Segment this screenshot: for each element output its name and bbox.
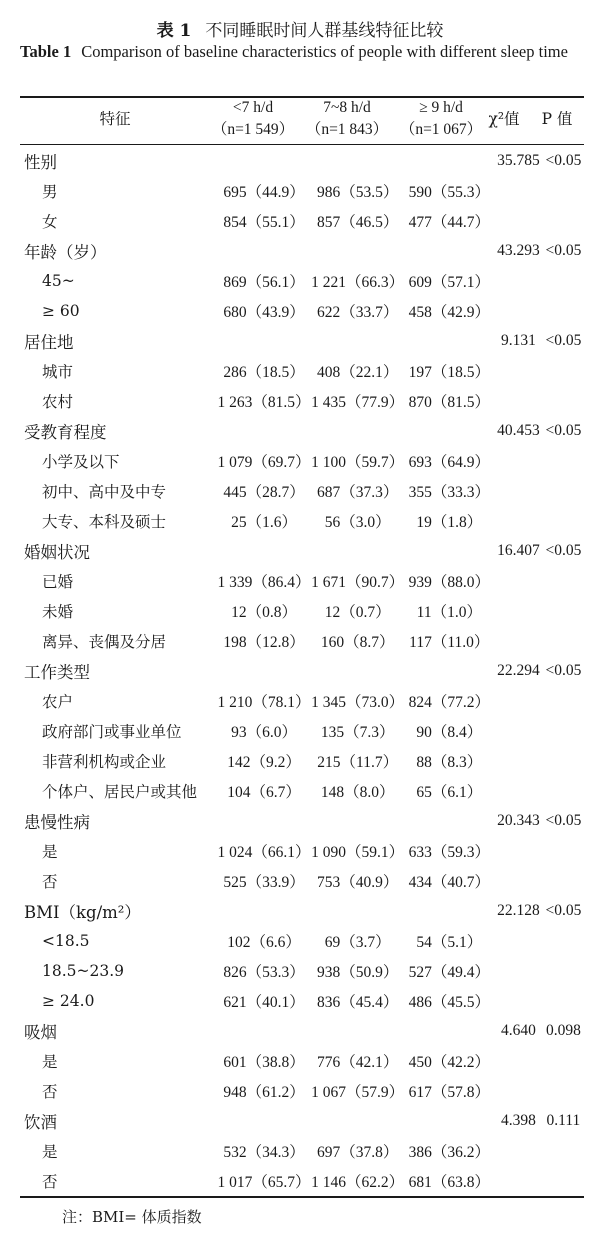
value-lt7 [217,896,311,926]
data-table [20,146,584,1196]
chi-square-value: 35.785 [497,152,540,169]
value-lt7: 601（38.8） [223,1054,305,1071]
chi-square-value: 22.128 [497,902,540,919]
table-row [20,296,584,326]
value-7to8: 622（33.7） [316,304,399,321]
value-7to8 [311,806,405,836]
p-value: <0.05 [545,332,582,349]
chi-square-value: 40.453 [497,422,540,439]
value-lt7 [217,416,311,446]
value-lt7: 286（18.5） [223,364,305,381]
p-value: 0.111 [546,1112,581,1129]
category-row [20,146,584,176]
p-value [543,566,584,596]
p-value: <0.05 [545,812,582,829]
table-row [20,176,584,206]
p-value [543,626,584,656]
p-value [543,1136,584,1166]
chi-square-value: 4.640 [501,1022,536,1039]
row-label: ≥ 24.0 [42,992,95,1010]
p-value [543,206,584,236]
value-7to8: 1 345（73.0） [311,694,405,711]
value-lt7: 826（53.3） [223,964,305,981]
value-ge9: 90（8.4） [416,724,483,741]
row-label: ≥ 60 [42,302,80,320]
chi-square-value [494,356,543,386]
row-label: 受教育程度 [24,423,107,442]
p-value [543,866,584,896]
chi-square-value [494,956,543,986]
table-title-en [20,40,585,64]
value-lt7: 680（43.9） [223,304,305,321]
row-label: 18.5~23.9 [42,962,125,980]
value-ge9: 633（59.3） [408,844,490,861]
header-chi-square: χ²值 [488,110,520,128]
p-value [543,716,584,746]
value-lt7: 104（6.7） [227,784,301,801]
value-ge9 [405,896,495,926]
value-7to8 [311,536,405,566]
value-lt7: 1 210（78.1） [217,694,311,711]
header-group-2-name: 7~8 h/d [323,99,371,116]
table-row [20,686,584,716]
value-7to8: 56（3.0） [324,514,391,531]
value-ge9 [405,236,495,266]
chi-square-value [494,296,543,326]
value-lt7: 93（6.0） [231,724,297,741]
value-7to8: 1 435（77.9） [311,394,405,411]
row-label: 性别 [24,153,57,172]
value-ge9: 824（77.2） [408,694,490,711]
value-7to8: 687（37.3） [316,484,399,501]
value-lt7 [217,236,311,266]
value-ge9: 609（57.1） [408,274,490,291]
value-7to8: 1 100（59.7） [311,454,405,471]
value-7to8 [311,656,405,686]
header-feature: 特征 [99,110,131,128]
value-lt7: 1 079（69.7） [217,454,311,471]
chi-square-value [494,776,543,806]
chi-square-value [494,686,543,716]
value-ge9: 617（57.8） [408,1084,490,1101]
chi-square-value [494,986,543,1016]
value-ge9: 450（42.2） [408,1054,490,1071]
value-ge9: 939（88.0） [408,574,490,591]
value-lt7 [217,806,311,836]
row-label: 是 [42,1053,58,1071]
row-label: 城市 [42,363,74,381]
row-label: 婚姻状况 [24,543,90,562]
row-label: 年龄（岁） [24,243,107,262]
p-value: <0.05 [545,242,582,259]
value-7to8: 697（37.8） [316,1144,399,1161]
p-value [543,296,584,326]
row-label: 工作类型 [24,663,90,682]
value-ge9 [405,656,495,686]
row-label: 政府部门或事业单位 [42,723,182,741]
chi-square-value: 43.293 [497,242,540,259]
table-row [20,776,584,806]
chi-square-value: 20.343 [497,812,540,829]
row-label: 已婚 [42,573,74,591]
value-lt7: 695（44.9） [223,184,305,201]
value-ge9: 88（8.3） [416,754,483,771]
value-ge9: 197（18.5） [408,364,490,381]
row-label: BMI（kg/m²） [24,903,141,922]
value-7to8 [311,326,405,356]
row-label: 男 [42,183,58,201]
value-ge9: 65（6.1） [416,784,483,801]
chi-square-value [494,176,543,206]
p-value: <0.05 [545,422,582,439]
value-lt7: 198（12.8） [223,634,305,651]
chi-square-value [494,266,543,296]
row-label: 是 [42,843,58,861]
value-7to8 [311,416,405,446]
row-label: 否 [42,873,58,891]
table-title-cn [0,16,600,41]
chi-square-value [494,506,543,536]
p-value [543,266,584,296]
row-label: 小学及以下 [42,453,120,471]
table-caption-cn: 不同睡眠时间人群基线特征比较 [205,21,444,41]
table-row [20,206,584,236]
p-value [543,596,584,626]
value-7to8 [311,896,405,926]
value-lt7: 1 339（86.4） [217,574,311,591]
table-number-cn: 表 1 [156,21,192,41]
value-7to8: 135（7.3） [320,724,395,741]
value-lt7: 1 024（66.1） [217,844,311,861]
value-lt7 [217,146,311,176]
chi-square-value [494,1046,543,1076]
value-ge9: 693（64.9） [408,454,490,471]
value-7to8: 215（11.7） [317,754,399,771]
value-ge9: 590（55.3） [408,184,490,201]
value-lt7: 445（28.7） [223,484,305,501]
chi-square-value [494,566,543,596]
value-7to8: 1 221（66.3） [311,274,405,291]
value-7to8 [311,236,405,266]
p-value [543,1046,584,1076]
value-7to8: 857（46.5） [316,214,399,231]
header-group-3-name: ≥ 9 h/d [419,99,463,116]
p-value: 0.098 [545,1022,581,1039]
p-value [543,926,584,956]
value-lt7 [217,326,311,356]
value-7to8 [311,146,405,176]
value-lt7: 25（1.6） [231,514,297,531]
table-row [20,506,584,536]
value-lt7 [217,1106,311,1136]
value-ge9 [405,806,495,836]
value-ge9: 477（44.7） [408,214,490,231]
p-value [543,356,584,386]
table-row [20,746,584,776]
category-row [20,1016,584,1046]
row-label: 居住地 [24,333,74,352]
value-7to8: 408（22.1） [316,364,399,381]
category-row [20,806,584,836]
table-row [20,716,584,746]
header-group-3-n: （n=1 067） [399,121,483,138]
header-group-1-name: <7 h/d [232,99,274,116]
value-7to8 [311,1106,405,1136]
table-row [20,566,584,596]
category-row [20,326,584,356]
chi-square-value [494,386,543,416]
category-row [20,1106,584,1136]
value-7to8: 938（50.9） [316,964,399,981]
category-row [20,656,584,686]
value-7to8: 1 671（90.7） [311,574,405,591]
chi-square-value [494,596,543,626]
chi-square-value [494,926,543,956]
p-value [543,176,584,206]
row-label: 否 [42,1083,58,1101]
table-row [20,956,584,986]
value-ge9: 870（81.5） [408,394,490,411]
table-row [20,446,584,476]
value-ge9: 434（40.7） [408,874,490,891]
chi-square-value [494,716,543,746]
chi-square-value: 9.131 [501,332,536,349]
chi-square-value [494,1136,543,1166]
value-lt7: 854（55.1） [223,214,305,231]
value-7to8 [311,1016,405,1046]
chi-square-value [494,1166,543,1196]
row-label: 否 [42,1173,58,1191]
p-value: <0.05 [545,152,582,169]
row-label: 个体户、居民户或其他 [42,783,198,801]
chi-square-value [494,446,543,476]
value-7to8: 160（8.7） [320,634,395,651]
value-7to8: 836（45.4） [316,994,399,1011]
value-ge9 [405,1016,495,1046]
table-row [20,1136,584,1166]
row-label: 是 [42,1143,58,1161]
row-label: <18.5 [42,932,90,950]
value-ge9 [405,536,495,566]
value-ge9: 681（63.8） [408,1174,490,1191]
header-group-1 [206,97,300,141]
chi-square-value [494,1076,543,1106]
value-lt7: 142（9.2） [227,754,301,771]
table-row [20,836,584,866]
row-label: 离异、丧偶及分居 [42,633,167,651]
value-7to8: 776（42.1） [316,1054,399,1071]
row-label: 农村 [42,393,74,411]
category-row [20,236,584,266]
header-rule [20,144,584,145]
value-ge9: 386（36.2） [408,1144,490,1161]
value-ge9 [405,416,495,446]
row-label: 患慢性病 [24,813,90,832]
table-row [20,626,584,656]
value-lt7: 869（56.1） [223,274,305,291]
value-ge9 [405,1106,495,1136]
chi-square-value [494,866,543,896]
p-value: <0.05 [545,902,582,919]
value-ge9: 11（1.0） [416,604,482,621]
p-value [543,506,584,536]
chi-square-value [494,836,543,866]
table-row [20,986,584,1016]
table-number-en: Table 1 [20,42,72,61]
p-value [543,476,584,506]
p-value [543,776,584,806]
chi-square-value: 4.398 [501,1112,536,1129]
value-lt7: 621（40.1） [223,994,305,1011]
table-row [20,1046,584,1076]
p-value [543,386,584,416]
row-label: 吸烟 [24,1023,57,1042]
value-lt7: 948（61.2） [223,1084,305,1101]
table-row [20,926,584,956]
row-label: 45~ [42,272,75,290]
table-row [20,866,584,896]
chi-square-value [494,746,543,776]
p-value [543,986,584,1016]
value-ge9: 486（45.5） [408,994,490,1011]
value-7to8: 148（8.0） [320,784,395,801]
row-label: 初中、高中及中专 [42,483,167,501]
row-label: 女 [42,213,58,231]
value-ge9: 355（33.3） [408,484,490,501]
value-lt7 [217,536,311,566]
value-lt7: 102（6.6） [227,934,301,951]
header-group-3 [394,97,488,141]
row-label: 非营利机构或企业 [42,753,167,771]
value-7to8: 986（53.5） [316,184,399,201]
row-label: 未婚 [42,603,74,621]
header-p-value: P 值 [541,110,573,128]
value-ge9: 458（42.9） [408,304,490,321]
value-7to8: 753（40.9） [316,874,399,891]
value-lt7: 525（33.9） [223,874,305,891]
value-ge9 [405,146,495,176]
chi-square-value [494,206,543,236]
table-row [20,1076,584,1106]
value-ge9 [405,326,495,356]
table-row [20,266,584,296]
category-row [20,536,584,566]
table-row [20,1166,584,1196]
chi-square-value [494,626,543,656]
value-7to8: 12（0.7） [324,604,391,621]
p-value: <0.05 [545,542,582,559]
value-lt7 [217,1016,311,1046]
value-lt7 [217,656,311,686]
category-row [20,896,584,926]
value-lt7: 1 263（81.5） [217,394,311,411]
header-group-2 [300,97,394,141]
chi-square-value [494,476,543,506]
category-row [20,416,584,446]
row-label: 饮酒 [24,1113,57,1132]
value-lt7: 532（34.3） [223,1144,305,1161]
p-value [543,836,584,866]
row-label: 大专、本科及硕士 [42,513,167,531]
header-group-2-n: （n=1 843） [305,121,389,138]
p-value: <0.05 [545,662,582,679]
header-group-1-n: （n=1 549） [211,121,295,138]
p-value [543,686,584,716]
p-value [543,446,584,476]
value-lt7: 12（0.8） [231,604,297,621]
table-row [20,386,584,416]
value-ge9: 54（5.1） [416,934,483,951]
value-7to8: 1 067（57.9） [311,1084,405,1101]
value-7to8: 69（3.7） [324,934,391,951]
bottom-rule [20,1196,584,1198]
value-7to8: 1 146（62.2） [311,1174,405,1191]
row-label: 农户 [42,693,74,711]
p-value [543,1076,584,1106]
chi-square-value: 16.407 [497,542,540,559]
p-value [543,746,584,776]
p-value [543,956,584,986]
chi-square-value: 22.294 [497,662,540,679]
table-row [20,596,584,626]
value-7to8: 1 090（59.1） [311,844,405,861]
value-ge9: 19（1.8） [416,514,483,531]
p-value [543,1166,584,1196]
table-caption-en: Comparison of baseline characteristics of people with different sleep time [81,42,568,61]
value-lt7: 1 017（65.7） [217,1174,311,1191]
table-note: 注：BMI= 体质指数 [62,1208,202,1226]
value-ge9: 527（49.4） [408,964,490,981]
table-row [20,476,584,506]
value-ge9: 117（11.0） [409,634,490,651]
table-row [20,356,584,386]
